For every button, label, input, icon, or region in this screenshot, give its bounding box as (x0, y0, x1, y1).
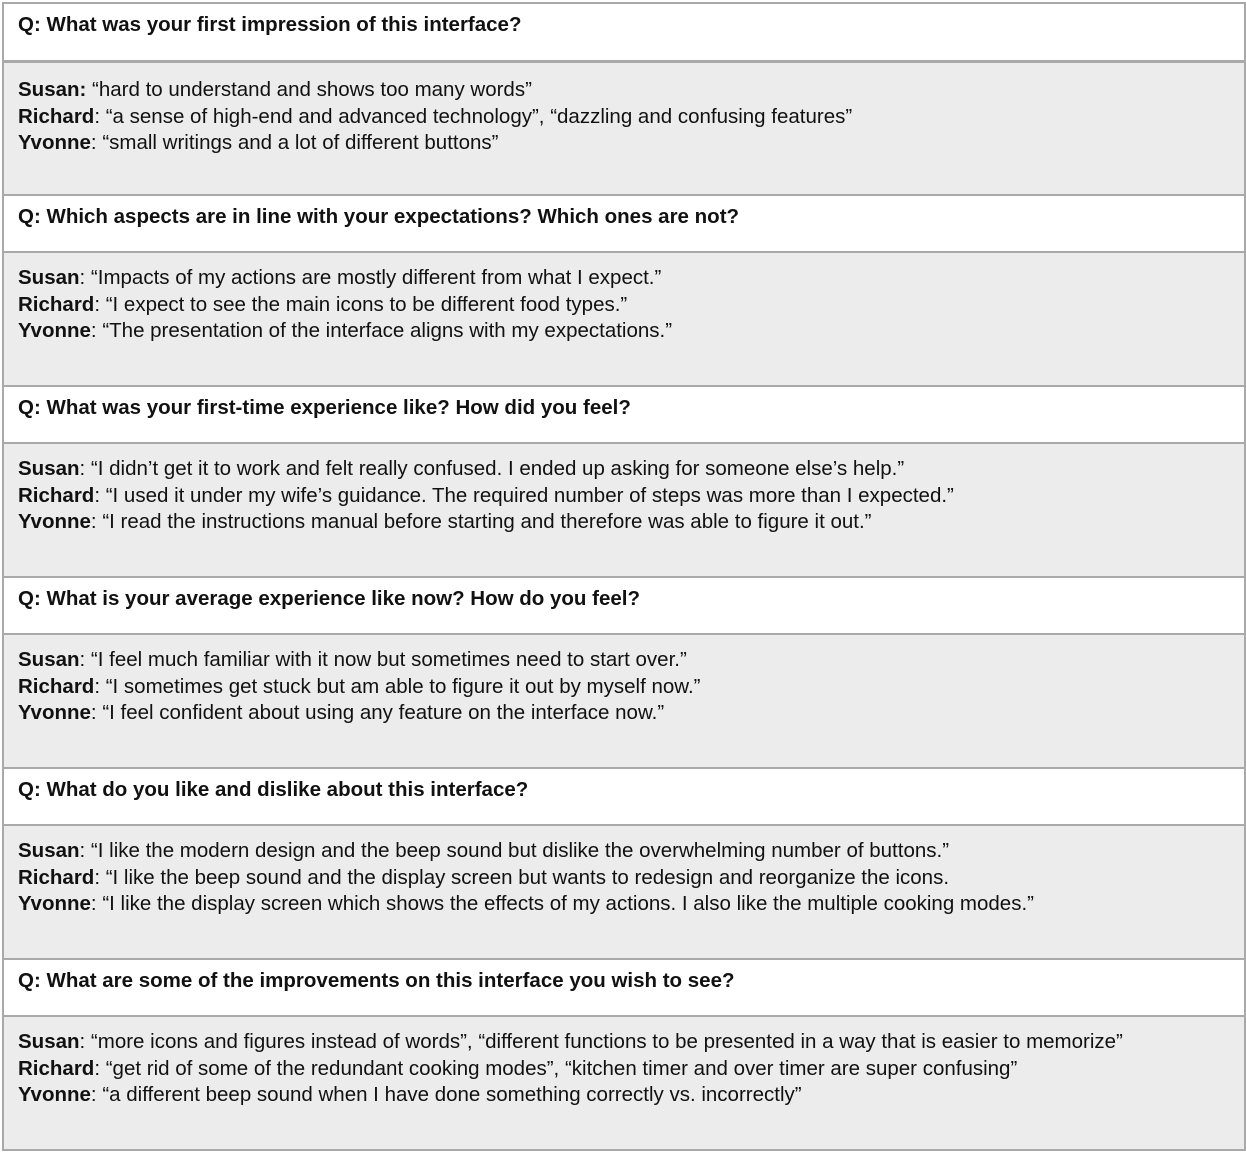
answer-text: : “a different beep sound when I have done something correctly vs. incorrectly” (90, 1083, 802, 1106)
answer-row (4, 253, 1244, 387)
answer-line (18, 483, 1244, 510)
question-text: Q: What is your average experience like now? How do you feel? (18, 587, 640, 610)
question-text: Q: What was your first-time experience like? How did you feel? (18, 396, 631, 419)
question-text: Q: Which aspects are in line with your expectations? Which ones are not? (18, 205, 740, 228)
speaker-name: Susan (18, 266, 80, 289)
answer-row (4, 635, 1244, 769)
answer-line (18, 1082, 1244, 1109)
answer-text: : “I feel confident about using any feature on the interface now.” (90, 701, 665, 724)
answer-row (4, 826, 1244, 960)
speaker-name: Yvonne (18, 319, 91, 342)
answer-text: : “Impacts of my actions are mostly different from what I expect.” (79, 266, 662, 289)
answer-text: “hard to understand and shows too many words” (86, 78, 532, 101)
answer-line (18, 1029, 1244, 1056)
speaker-name: Susan (18, 1030, 80, 1053)
answer-line (18, 265, 1244, 292)
speaker-name: Richard (18, 1056, 95, 1080)
speaker-name: Richard (18, 865, 95, 889)
answer-text: : “I feel much familiar with it now but sometimes need to start over.” (79, 648, 687, 671)
answer-line (18, 318, 1244, 345)
answer-line (18, 1056, 1244, 1083)
speaker-name: Richard (18, 292, 95, 316)
question-text: Q: What are some of the improvements on this interface you wish to see? (18, 969, 735, 992)
answer-line (18, 891, 1244, 918)
question-text: Q: What do you like and dislike about this interface? (18, 778, 529, 801)
answer-text: : “I like the beep sound and the display screen but wants to redesign and reorganize the icons. (94, 865, 950, 889)
speaker-name: Richard (18, 483, 95, 507)
answer-text: : “I like the modern design and the beep sound but dislike the overwhelming number of buttons.” (79, 839, 950, 862)
speaker-name: Richard (18, 674, 95, 698)
speaker-name: Susan (18, 648, 80, 671)
answer-line (18, 700, 1244, 727)
question-text: Q: What was your first impression of this interface? (18, 13, 522, 36)
answer-text: : “I expect to see the main icons to be different food types.” (94, 292, 628, 316)
answer-text: : “I read the instructions manual before starting and therefore was able to figure it out.” (90, 510, 872, 533)
speaker-name: Yvonne (18, 892, 91, 915)
answer-line (18, 674, 1244, 701)
speaker-name: Susan (18, 839, 80, 862)
answer-text: : “a sense of high-end and advanced technology”, “dazzling and confusing features” (94, 104, 853, 128)
speaker-name: Yvonne (18, 1083, 91, 1106)
answer-text: : “more icons and figures instead of words”, “different functions to be presented in a way that is easier to memorize” (79, 1030, 1123, 1053)
answer-line (18, 647, 1244, 674)
question-row (4, 960, 1244, 1017)
answer-row (4, 1017, 1244, 1151)
answer-text: : “I used it under my wife’s guidance. The required number of steps was more than I expected.” (94, 483, 954, 507)
answer-line (18, 838, 1244, 865)
speaker-name: Susan (18, 457, 80, 480)
interview-table (2, 2, 1246, 1151)
speaker-name: Yvonne (18, 131, 91, 154)
answer-line (18, 77, 1244, 104)
answer-text: : “I sometimes get stuck but am able to figure it out by myself now.” (94, 674, 701, 698)
answer-text: : “I like the display screen which shows the effects of my actions. I also like the multiple cooking modes.” (90, 892, 1034, 915)
answer-text: : “The presentation of the interface aligns with my expectations.” (90, 319, 673, 342)
answer-line (18, 104, 1244, 131)
speaker-name: Yvonne (18, 510, 91, 533)
answer-line (18, 130, 1244, 157)
question-row (4, 769, 1244, 826)
question-row (4, 578, 1244, 635)
answer-text: : “small writings and a lot of different buttons” (90, 131, 499, 154)
speaker-name: Susan: (18, 78, 87, 101)
answer-line (18, 865, 1244, 892)
speaker-name: Richard (18, 104, 95, 128)
answer-text: : “get rid of some of the redundant cooking modes”, “kitchen timer and over timer are super confusing” (94, 1056, 1018, 1080)
answer-line (18, 509, 1244, 536)
question-row (4, 196, 1244, 253)
answer-row (4, 63, 1244, 196)
answer-line (18, 292, 1244, 319)
speaker-name: Yvonne (18, 701, 91, 724)
answer-line (18, 456, 1244, 483)
question-row (4, 387, 1244, 444)
answer-text: : “I didn’t get it to work and felt really confused. I ended up asking for someone else’s help.” (79, 457, 905, 480)
question-row (4, 4, 1244, 63)
answer-row (4, 444, 1244, 578)
